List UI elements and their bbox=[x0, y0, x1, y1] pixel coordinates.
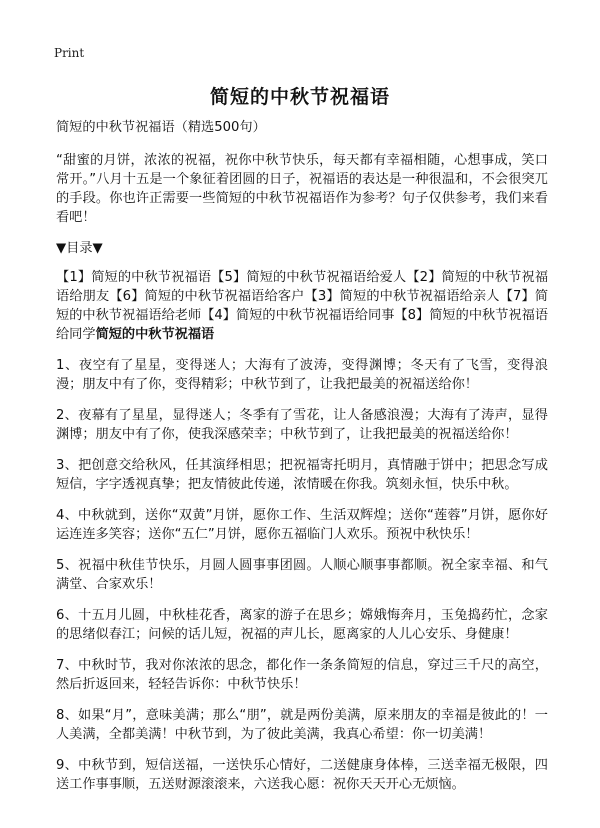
page-title: 简短的中秋节祝福语 bbox=[209, 86, 390, 108]
article-body bbox=[56, 118, 548, 806]
toc-item-8[interactable]: 【8】简短的中秋节祝福语给同学 bbox=[56, 308, 549, 342]
blessing-paragraph-9: 9、中秋节到，短信送福，一送快乐心情好，二送健康身体棒，三送幸福无极限，四送工作事事顺，五送财源滚滚来，六送我心愿：祝你天天开心无烦恼。 bbox=[56, 758, 548, 792]
table-of-contents bbox=[56, 268, 548, 344]
toc-item-2[interactable]: 【2】简短的中秋节祝福语给朋友 bbox=[56, 270, 549, 304]
toc-item-3[interactable]: 【3】简短的中秋节祝福语给亲人 bbox=[304, 289, 500, 304]
blessing-paragraph-3: 3、把创意交给秋风，任其演绎相思；把祝福寄托明月，真情融于饼中；把思念写成短信，字字透视真挚；把友情彼此传递，浓情暖在你我。筑刻永恒，快乐中秋。 bbox=[56, 458, 548, 492]
toc-item-7[interactable]: 【7】简短的中秋节祝福语给老师 bbox=[56, 289, 549, 323]
toc-heading: ▼目录▼ bbox=[56, 241, 103, 256]
blessing-paragraph-1: 1、夜空有了星星，变得迷人；大海有了波涛，变得渊博；冬天有了飞雪，变得浪漫；朋友中有了你，变得精彩；中秋节到了，让我把最美的祝福送给你！ bbox=[56, 358, 548, 392]
toc-item-1[interactable]: 【1】简短的中秋节祝福语 bbox=[56, 270, 212, 285]
blessing-paragraph-8: 8、如果“月”，意味美满；那么“朋”，就是两份美满，原来朋友的幸福是彼此的！一人美满，全都美满！中秋节到，为了彼此美满，我真心希望：你一切美满！ bbox=[56, 708, 548, 742]
blessing-paragraph-5: 5、祝福中秋佳节快乐，月圆人圆事事团圆。人顺心顺事事都顺。祝全家幸福、和气满堂、合家欢乐！ bbox=[56, 558, 548, 592]
toc-item-5[interactable]: 【5】简短的中秋节祝福语给爱人 bbox=[211, 270, 407, 285]
toc-item-6[interactable]: 【6】简短的中秋节祝福语给客户 bbox=[109, 289, 305, 304]
blessing-paragraph-2: 2、夜幕有了星星，显得迷人；冬季有了雪花，让人备感浪漫；大海有了涛声，显得渊博；朋友中有了你，使我深感荣幸；中秋节到了，让我把最美的祝福送给你！ bbox=[56, 408, 548, 442]
blessing-paragraph-6: 6、十五月儿圆，中秋桂花香，离家的游子在思乡；嫦娥悔奔月，玉兔捣药忙，念家的思绪似春江；问候的话儿短，祝福的声儿长，愿离家的人儿心安乐、身健康！ bbox=[56, 608, 548, 642]
blessing-paragraph-7: 7、中秋时节，我对你浓浓的思念，都化作一条条简短的信息，穿过三千尺的高空，然后折返回来，轻轻告诉你：中秋节快乐！ bbox=[56, 658, 548, 692]
toc-item-4[interactable]: 【4】简短的中秋节祝福语给同事 bbox=[201, 308, 395, 323]
print-link[interactable]: Print bbox=[54, 46, 85, 60]
blessing-paragraph-4: 4、中秋就到，送你“双黄”月饼，愿你工作、生活双辉煌；送你“莲蓉”月饼，愿你好运连连多笑容；送你“五仁”月饼，愿你五福临门人欢乐。预祝中秋快乐！ bbox=[56, 508, 548, 542]
article-subtitle: 简短的中秋节祝福语（精选500句） bbox=[56, 120, 266, 135]
toc-current-section: 简短的中秋节祝福语 bbox=[95, 327, 215, 342]
intro-paragraph: “甜蜜的月饼，浓浓的祝福，祝你中秋节快乐，每天都有幸福相随，心想事成，笑口常开。”八月十五是一个象征着团圆的日子，祝福语的表达是一种很温和，不会很突兀的手段。你也许正需要一些简短的中秋节祝福语作为参考？句子仅供参考，我们来看看吧！ bbox=[56, 153, 548, 225]
